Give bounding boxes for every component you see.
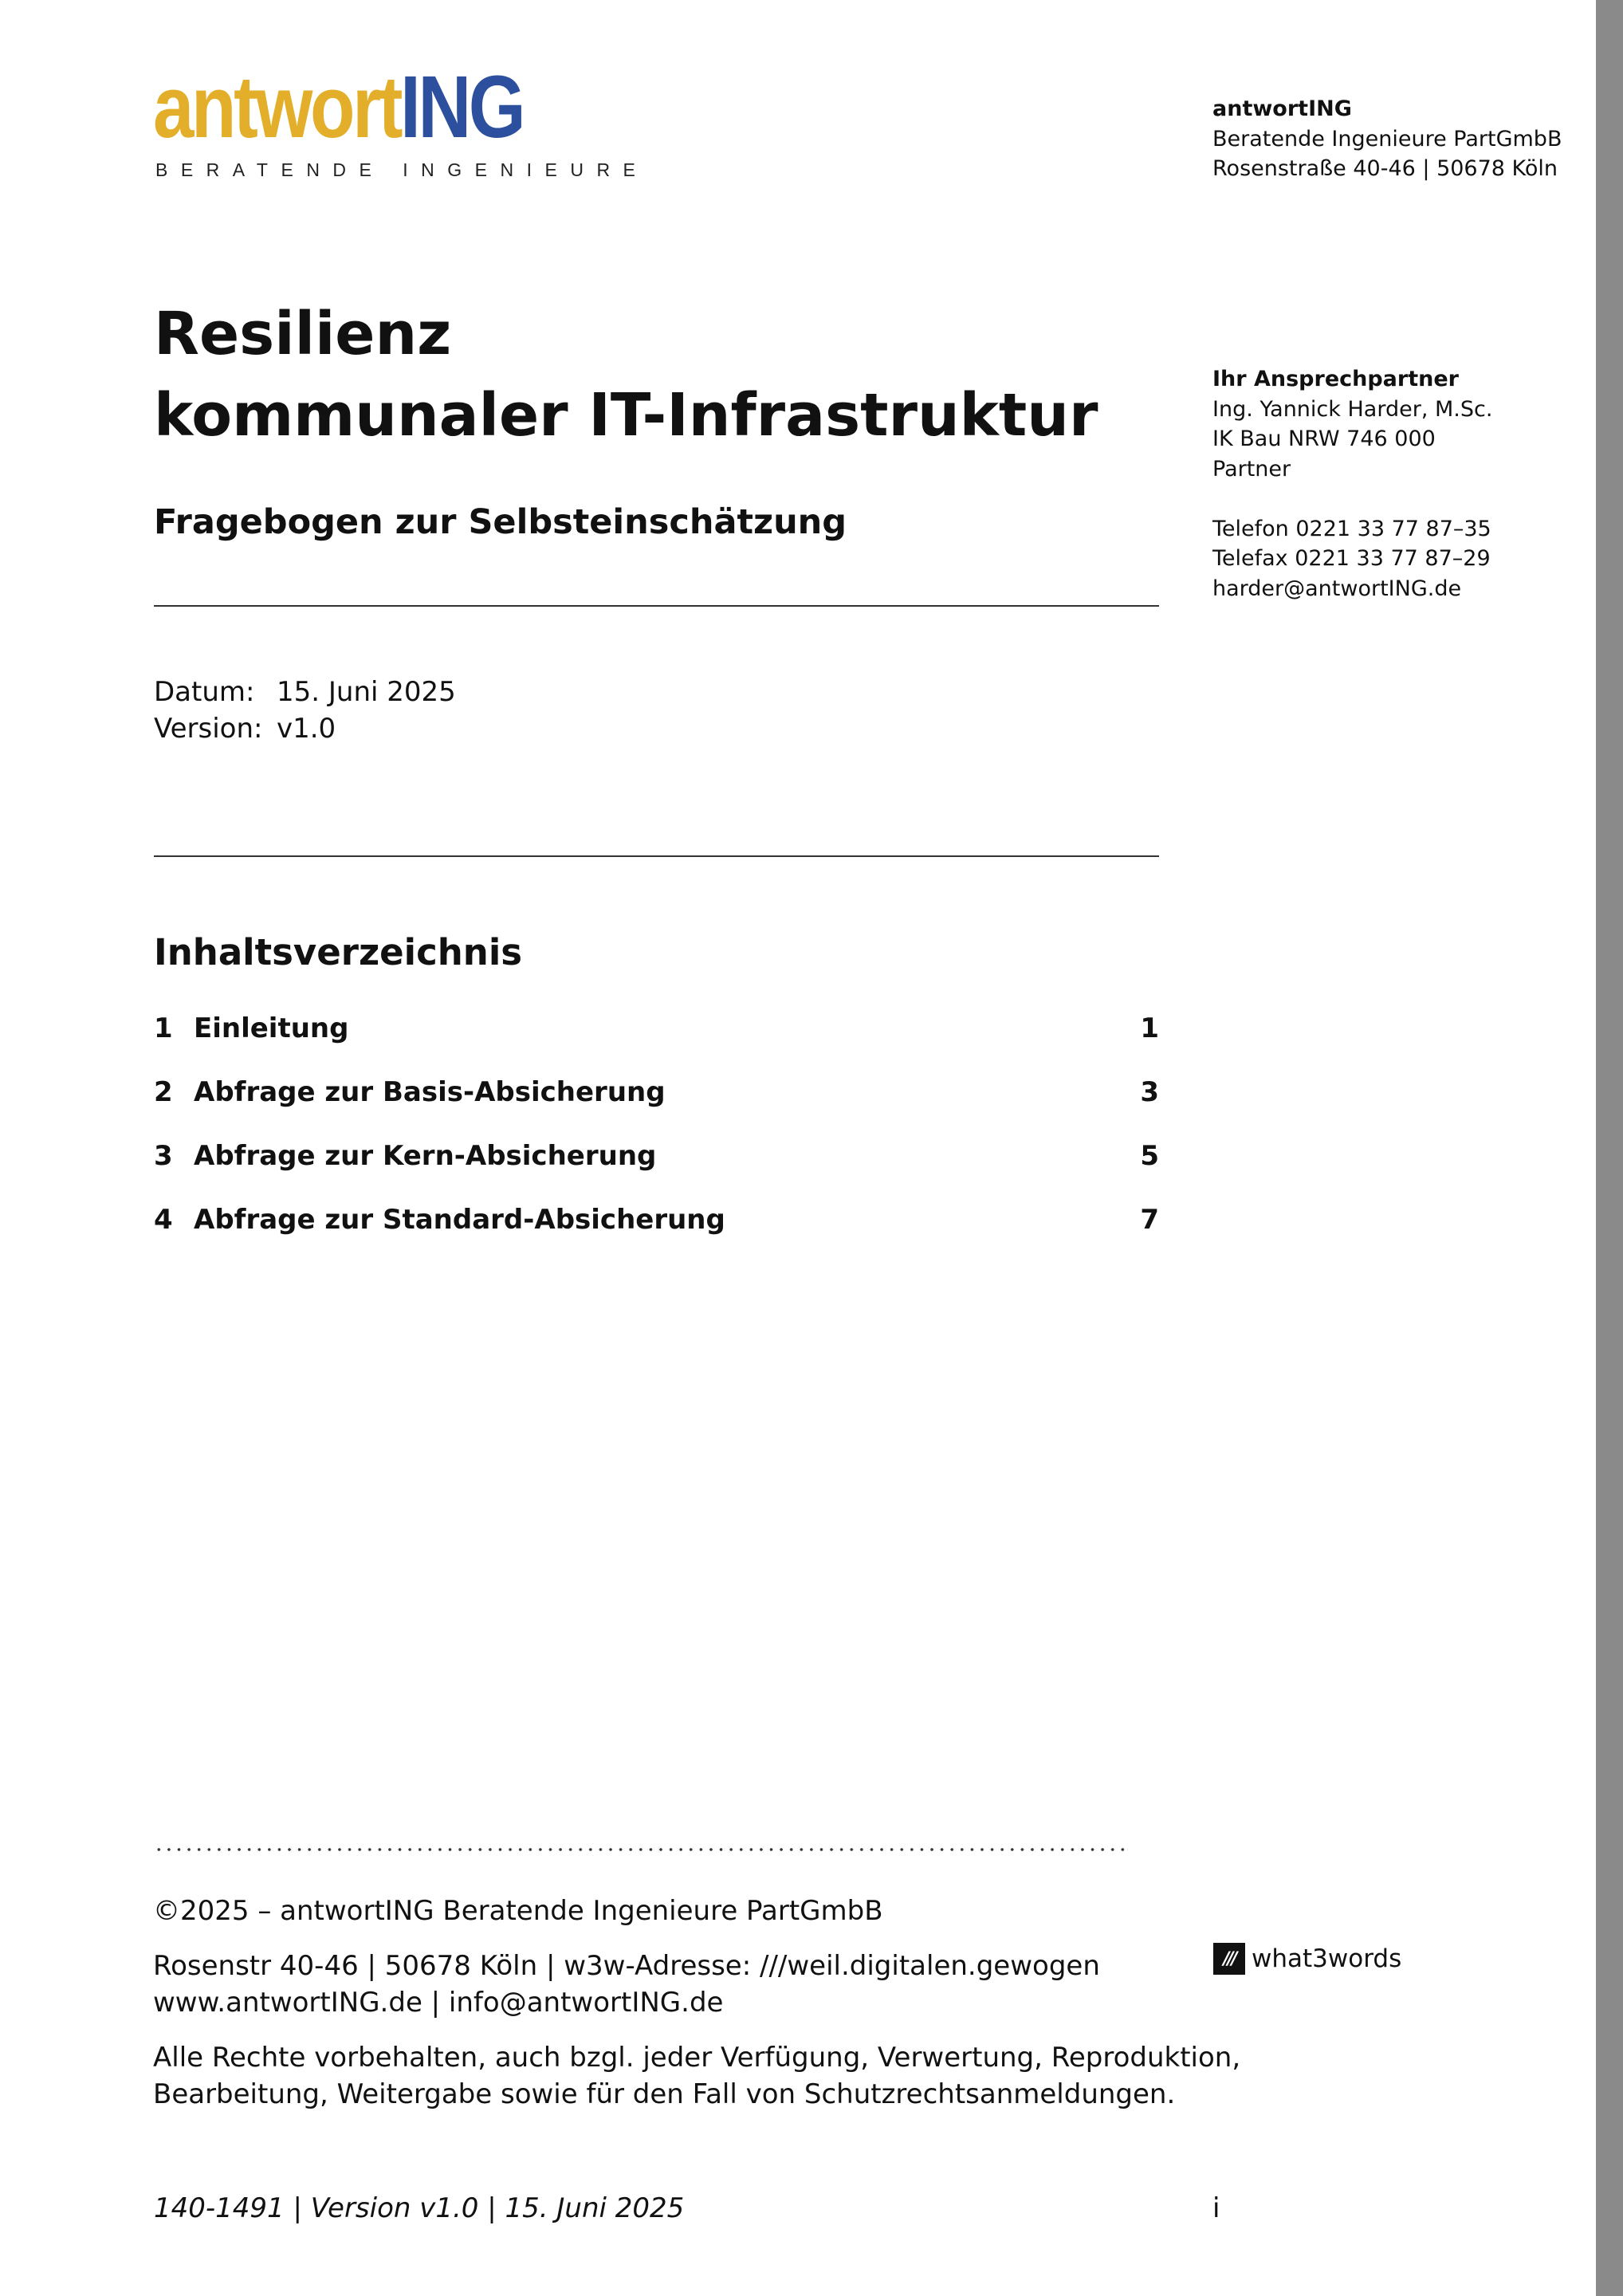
toc-entry-title: Abfrage zur Kern-Absicherung xyxy=(194,1140,657,1172)
what3words-brand: what3words xyxy=(1252,1944,1402,1973)
footer-dotted-rule xyxy=(154,1846,1130,1853)
toc-entry-page: 1 xyxy=(1140,1012,1159,1044)
footer-rights-line-2: Bearbeitung, Weitergabe sowie für den Fall von Schutzrechtsanmeldungen. xyxy=(153,2078,1176,2110)
company-legal-form: Beratende Ingenieure PartGmbB xyxy=(1212,126,1562,151)
toc-entry[interactable] xyxy=(154,1012,1159,1076)
document-title xyxy=(154,293,1098,456)
what3words-logo xyxy=(1213,1943,1401,1975)
company-address-block xyxy=(1212,94,1562,184)
document-reference: 140-1491 | Version v1.0 | 15. Juni 2025 xyxy=(154,2192,685,2224)
version-value: v1.0 xyxy=(277,713,336,745)
toc-entry-page: 5 xyxy=(1140,1140,1159,1172)
company-logo xyxy=(153,58,649,185)
meta-version-row xyxy=(154,710,456,747)
toc-entry-number: 1 xyxy=(154,1012,173,1044)
logo-word-antwort: antwort xyxy=(153,58,401,156)
footer-rights-line-1: Alle Rechte vorbehalten, auch bzgl. jeder Verfügung, Verwertung, Reproduktion, xyxy=(153,2042,1241,2074)
viewer-side-scrollbar[interactable] xyxy=(1596,0,1623,2296)
toc-entry-number: 4 xyxy=(154,1204,173,1236)
version-label: Version: xyxy=(154,713,263,745)
contact-email[interactable]: harder@antwortING.de xyxy=(1212,576,1462,601)
toc-entry-title: Einleitung xyxy=(194,1012,349,1044)
title-line-2: kommunaler IT-Infrastruktur xyxy=(154,381,1098,450)
document-meta xyxy=(154,674,456,747)
logo-wordmark xyxy=(153,58,524,156)
toc-entry[interactable] xyxy=(154,1076,1159,1140)
company-name: antwortING xyxy=(1212,96,1352,121)
footer-web[interactable]: www.antwortING.de | info@antwortING.de xyxy=(153,1987,724,2019)
toc-entry-page: 3 xyxy=(1140,1076,1159,1108)
table-of-contents xyxy=(154,1012,1159,1268)
contact-fax: Telefax 0221 33 77 87–29 xyxy=(1212,546,1491,571)
contact-registration: IK Bau NRW 746 000 xyxy=(1212,427,1436,451)
logo-word-ing: ING xyxy=(400,58,524,156)
logo-tagline: BERATENDE INGENIEURE xyxy=(155,159,649,180)
contact-heading: Ihr Ansprechpartner xyxy=(1212,367,1459,391)
what3words-icon: /// xyxy=(1213,1943,1245,1975)
company-address: Rosenstraße 40-46 | 50678 Köln xyxy=(1212,156,1558,181)
toc-entry-title: Abfrage zur Basis-Absicherung xyxy=(194,1076,666,1108)
toc-heading: Inhaltsverzeichnis xyxy=(154,931,523,973)
contact-phone: Telefon 0221 33 77 87–35 xyxy=(1212,516,1491,541)
toc-entry-number: 3 xyxy=(154,1140,173,1172)
document-subtitle: Fragebogen zur Selbsteinschätzung xyxy=(154,502,847,542)
date-value: 15. Juni 2025 xyxy=(277,676,456,708)
contact-spacer xyxy=(1212,484,1492,514)
toc-entry[interactable] xyxy=(154,1140,1159,1204)
toc-entry-title: Abfrage zur Standard-Absicherung xyxy=(194,1204,725,1236)
footer-address: Rosenstr 40-46 | 50678 Köln | w3w-Adresse: ///weil.digitalen.gewogen xyxy=(153,1950,1100,1982)
divider-bottom xyxy=(154,855,1159,857)
meta-date-row xyxy=(154,674,456,710)
date-label: Datum: xyxy=(154,676,255,708)
contact-name: Ing. Yannick Harder, M.Sc. xyxy=(1212,396,1493,422)
contact-role: Partner xyxy=(1212,456,1291,482)
title-line-1: Resilienz xyxy=(154,300,452,368)
toc-entry-number: 2 xyxy=(154,1076,173,1108)
footer-address-block xyxy=(153,1948,1100,2021)
toc-entry-page: 7 xyxy=(1140,1204,1159,1236)
page-number: i xyxy=(1212,2192,1220,2224)
divider-top xyxy=(154,605,1159,607)
toc-entry[interactable] xyxy=(154,1204,1159,1268)
footer-rights xyxy=(153,2039,1240,2113)
footer-copyright: ©2025 – antwortING Beratende Ingenieure PartGmbB xyxy=(153,1895,883,1927)
contact-person-block xyxy=(1212,364,1492,603)
